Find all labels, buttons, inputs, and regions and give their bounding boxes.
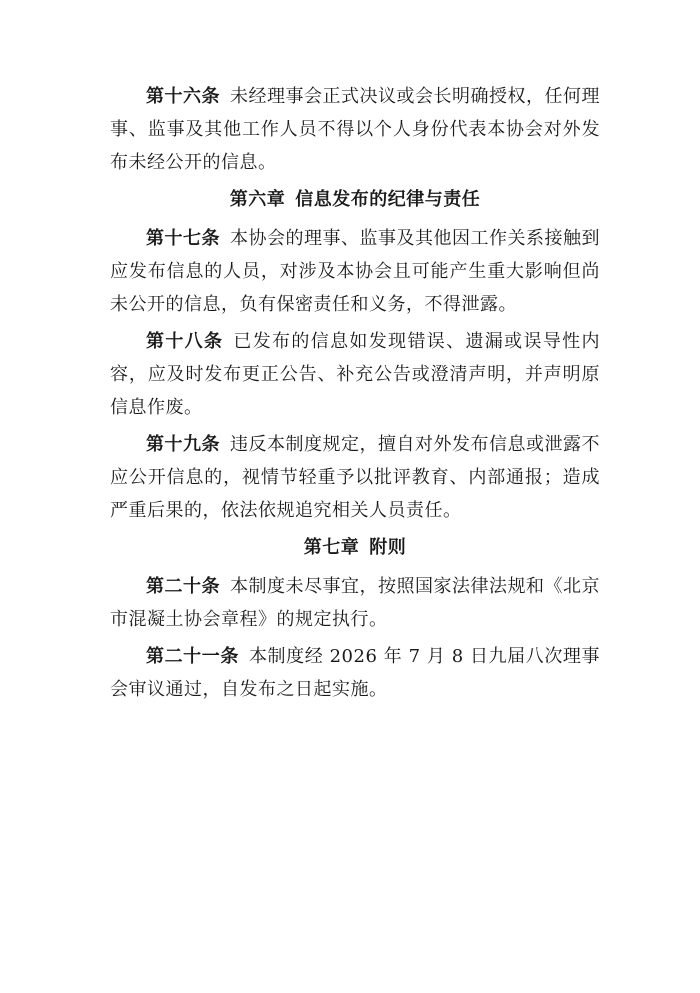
- chapter-number: 第六章: [229, 189, 286, 210]
- article-20: [110, 570, 600, 636]
- article-16: [110, 80, 600, 179]
- chapter-title: 信息发布的纪律与责任: [295, 189, 481, 210]
- article-text: 本制度未尽事宜，按照国家法律法规和《北京市混凝土协会章程》的规定执行。: [110, 576, 600, 630]
- article-number: 第十六条: [146, 86, 220, 107]
- article-text: 本制度经 2026 年 7 月 8 日九届八次理事会审议通过，自发布之日起实施。: [110, 646, 601, 700]
- article-text: 未经理事会正式决议或会长明确授权，任何理事、监事及其他工作人员不得以个人身份代表本协会对外发布未经公开的信息。: [110, 86, 600, 173]
- chapter-title: 附则: [369, 537, 407, 558]
- chapter-6-heading: [110, 183, 600, 216]
- article-text: 违反本制度规定，擅自对外发布信息或泄露不应公开信息的，视情节轻重予以批评教育、内部通报；造成严重后果的，依法依规追究相关人员责任。: [110, 434, 600, 521]
- article-18: [110, 325, 600, 424]
- article-17: [110, 222, 600, 321]
- article-number: 第二十一条: [146, 646, 239, 667]
- document-page: [110, 80, 600, 710]
- article-19: [110, 428, 600, 527]
- article-text: 本协会的理事、监事及其他因工作关系接触到应发布信息的人员，对涉及本协会且可能产生重大影响但尚未公开的信息，负有保密责任和义务，不得泄露。: [110, 228, 600, 315]
- article-number: 第二十条: [146, 576, 220, 597]
- article-number: 第十九条: [146, 434, 220, 455]
- chapter-number: 第七章: [303, 537, 360, 558]
- article-number: 第十七条: [146, 228, 220, 249]
- article-text: 已发布的信息如发现错误、遗漏或误导性内容，应及时发布更正公告、补充公告或澄清声明，并声明原信息作废。: [110, 331, 601, 418]
- article-number: 第十八条: [146, 331, 224, 352]
- chapter-7-heading: [110, 531, 600, 564]
- article-21: [110, 640, 600, 706]
